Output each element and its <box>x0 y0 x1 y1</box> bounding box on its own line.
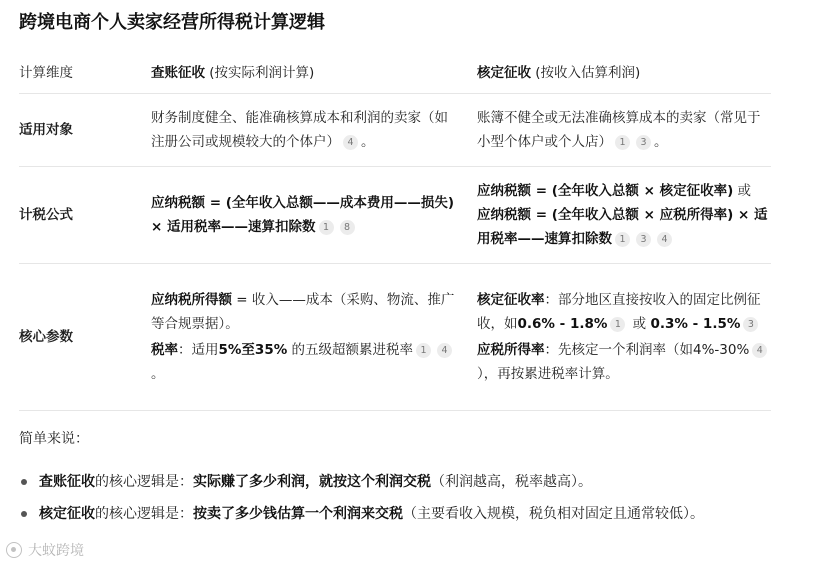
summary-list <box>19 470 779 534</box>
summary-intro: 简单来说： <box>19 431 89 447</box>
bullet1-bold2: 实际赚了多少利润，就按这个利润交税 <box>193 474 431 490</box>
header-audit-collection <box>151 61 477 85</box>
bullet1-rest: （利润越高，税率越高）。 <box>431 474 592 490</box>
cell-formula-audit <box>151 191 477 239</box>
target-audit-text: 财务制度健全、能准确核算成本和利润的卖家（如注册公司或规模较大的个体户） <box>151 110 448 150</box>
params-assess-p1-val1: 0.6% - 1.8% <box>517 316 608 332</box>
header-assessed-collection <box>477 61 771 85</box>
params-assess-p2-mid: ：先核定一个利润率（如4%-30% <box>544 342 750 358</box>
formula-audit-text: 应纳税额 = (全年收入总额——成本费用——损失) × 适用税率——速算扣除数 <box>151 195 455 235</box>
params-assess-p2-rest: ），再按累进税率计算。 <box>477 366 619 382</box>
citation-badge[interactable]: 3 <box>743 317 758 332</box>
cell-formula-assess <box>477 179 771 251</box>
citation-badge[interactable]: 1 <box>416 343 431 358</box>
watermark-logo-icon <box>6 542 22 558</box>
page-title: 跨境电商个人卖家经营所得税计算逻辑 <box>19 12 325 33</box>
citation-badge[interactable]: 1 <box>615 135 630 150</box>
table-row-target <box>19 94 771 167</box>
params-audit-p2 <box>151 338 459 386</box>
params-audit-p2-bold: 税率 <box>151 342 178 358</box>
list-item <box>19 470 779 494</box>
bullet-text <box>39 470 592 494</box>
params-audit-p1 <box>151 288 459 336</box>
params-audit-p1-bold: 应纳税所得额 <box>151 292 232 308</box>
params-assess-p1-bold: 核定征收率 <box>477 292 545 308</box>
header-dimension: 计算维度 <box>19 65 73 81</box>
params-audit-p2-bold2: 5%至35% <box>218 342 288 358</box>
watermark <box>6 540 84 560</box>
citation-badge[interactable]: 4 <box>752 343 767 358</box>
params-assess-p1-val2: 0.3% - 1.5% <box>650 316 741 332</box>
bullet1-mid: 的核心逻辑是： <box>95 474 193 490</box>
bullet2-rest: （主要看收入规模，税负相对固定且通常较低）。 <box>403 506 704 522</box>
cell-params-audit <box>151 288 477 386</box>
tax-comparison-table <box>19 53 771 411</box>
header-assess-bold: 核定征收 <box>477 65 531 81</box>
citation-badge[interactable]: 4 <box>343 135 358 150</box>
citation-badge[interactable]: 3 <box>636 232 651 247</box>
citation-badge[interactable]: 3 <box>636 135 651 150</box>
header-audit-bold: 查账征收 <box>151 65 205 81</box>
row-label-formula: 计税公式 <box>19 207 73 223</box>
formula-assess-or: 或 <box>733 183 752 199</box>
params-assess-p1 <box>477 288 771 336</box>
bullet2-bold: 核定征收 <box>39 506 95 522</box>
bullet1-bold: 查账征收 <box>39 474 95 490</box>
list-item <box>19 502 779 526</box>
params-assess-p2 <box>477 338 771 386</box>
table-row-params <box>19 264 771 411</box>
cell-target-assess <box>477 106 771 154</box>
formula-assess-line1: 应纳税额 = (全年收入总额 × 核定征收率) <box>477 183 734 199</box>
citation-badge[interactable]: 8 <box>340 220 355 235</box>
target-audit-end: 。 <box>361 134 375 150</box>
target-assess-text: 账簿不健全或无法准确核算成本的卖家（常见于小型个体户或个人店） <box>477 110 761 150</box>
params-audit-p2-end: 。 <box>151 366 165 382</box>
bullet-text <box>39 502 704 526</box>
params-audit-p2-mid: ：适用 <box>178 342 219 358</box>
cell-params-assess <box>477 288 771 386</box>
formula-assess-line2: 应纳税额 = (全年收入总额 × 应税所得率) × 适用税率——速算扣除数 <box>477 207 768 247</box>
citation-badge[interactable]: 4 <box>657 232 672 247</box>
bullet2-mid: 的核心逻辑是： <box>95 506 193 522</box>
params-assess-p1-or: 或 <box>628 316 651 332</box>
bullet2-bold2: 按卖了多少钱估算一个利润来交税 <box>193 506 403 522</box>
header-assess-rest: (按收入估算利润) <box>531 65 641 81</box>
bullet-dot-icon <box>21 511 27 517</box>
watermark-text: 大蚊跨境 <box>28 543 84 559</box>
row-label-params: 核心参数 <box>19 329 73 345</box>
table-row-formula <box>19 167 771 264</box>
params-audit-p2-rest: 的五级超额累进税率 <box>287 342 414 358</box>
target-assess-end: 。 <box>654 134 668 150</box>
params-assess-p2-bold: 应税所得率 <box>477 342 545 358</box>
row-label-target: 适用对象 <box>19 122 73 138</box>
citation-badge[interactable]: 1 <box>610 317 625 332</box>
bullet-dot-icon <box>21 479 27 485</box>
table-header-row <box>19 53 771 94</box>
params-audit-p1-rest: = 收入——成本（采购、物流、推广等合规票据）。 <box>151 292 455 332</box>
citation-badge[interactable]: 1 <box>319 220 334 235</box>
cell-target-audit <box>151 106 477 154</box>
header-audit-rest: (按实际利润计算) <box>205 65 315 81</box>
citation-badge[interactable]: 1 <box>615 232 630 247</box>
citation-badge[interactable]: 4 <box>437 343 452 358</box>
params-assess-p1-mid: ：部分地区直接按收入的固定比例征收，如 <box>477 292 761 332</box>
